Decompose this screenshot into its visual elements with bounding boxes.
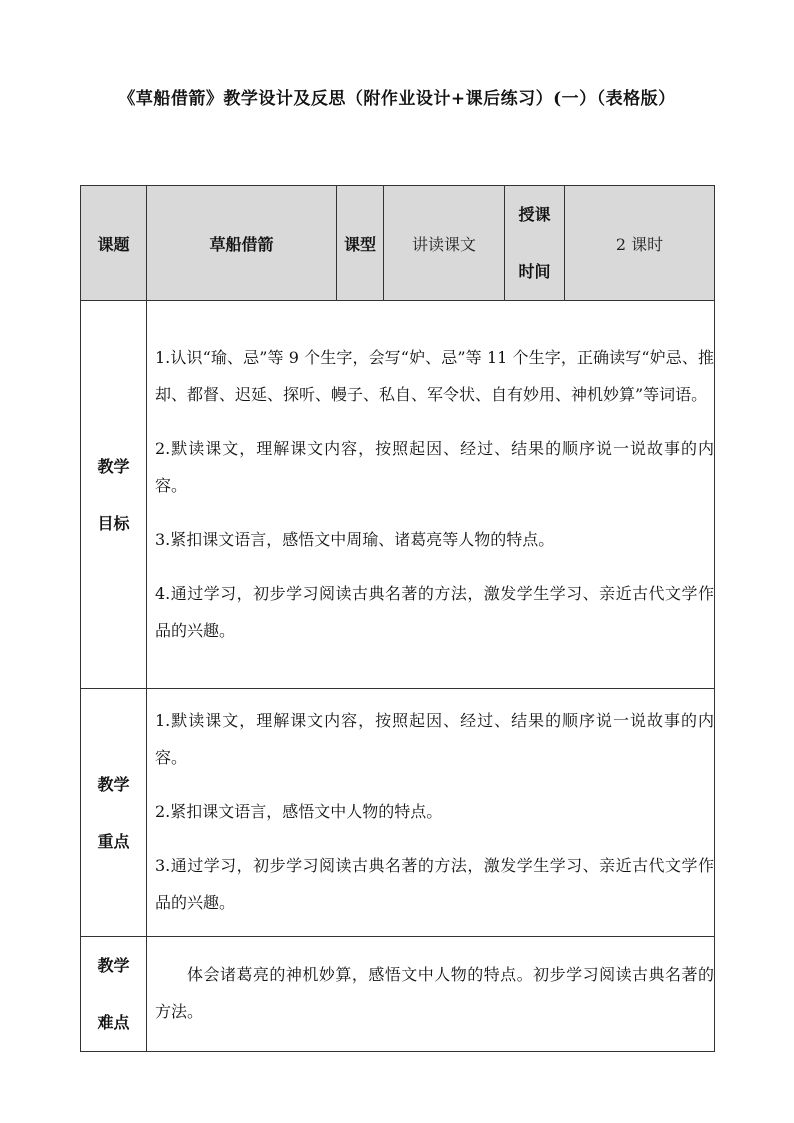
- type-value: 讲读课文: [384, 186, 505, 301]
- header-row: [81, 186, 715, 301]
- goals-row: [81, 301, 715, 689]
- key-point-item: 2.紧扣课文语言，感悟文中人物的特点。: [155, 802, 443, 821]
- difficulties-content: [147, 937, 715, 1052]
- goal-item: 4.通过学习，初步学习阅读古典名著的方法，激发学生学习、亲近古代文学作品的兴趣。: [155, 583, 714, 640]
- time-label: [505, 186, 565, 301]
- key-point-item: 1.默读课文，理解课文内容，按照起因、经过、结果的顺序说一说故事的内容。: [155, 711, 714, 767]
- goals-content: [147, 301, 715, 689]
- key-points-label: [81, 689, 147, 937]
- time-label-line-2: 时间: [518, 262, 551, 281]
- document-title: 《草船借箭》教学设计及反思（附作业设计+课后练习）(一）（表格版）: [118, 89, 676, 109]
- goals-label: [81, 301, 147, 689]
- key-points-label-line-1: 教学: [97, 774, 130, 794]
- goal-item: 1.认识“瑜、忌”等 9 个生字，会写“妒、忌”等 11 个生字，正确读写“妒忌、推却、都督、迟延、探听、幔子、私自、军令状、自有妙用、神机妙算”等词语。: [155, 347, 714, 404]
- difficulties-label-line-2: 难点: [97, 1013, 130, 1032]
- lesson-plan-table: [80, 185, 715, 1052]
- goal-item: 2.默读课文，理解课文内容，按照起因、经过、结果的顺序说一说故事的内容。: [155, 438, 714, 495]
- goals-label-line-1: 教学: [97, 456, 130, 476]
- topic-value: 草船借箭: [147, 186, 337, 301]
- difficulties-label: [81, 937, 147, 1052]
- time-label-line-1: 授课: [518, 205, 551, 224]
- difficulties-row: [81, 937, 715, 1052]
- type-label: 课型: [337, 186, 384, 301]
- key-points-label-line-2: 重点: [97, 831, 130, 851]
- difficulties-text: 体会诸葛亮的神机妙算，感悟文中人物的特点。初步学习阅读古典名著的方法。: [155, 965, 714, 1021]
- key-points-content: [147, 689, 715, 937]
- topic-label: 课题: [81, 186, 147, 301]
- key-point-item: 3.通过学习，初步学习阅读古典名著的方法，激发学生学习、亲近古代文学作品的兴趣。: [155, 856, 714, 912]
- goals-label-line-2: 目标: [97, 513, 130, 533]
- time-value: 2 课时: [565, 186, 715, 301]
- goal-item: 3.紧扣课文语言，感悟文中周瑜、诸葛亮等人物的特点。: [155, 529, 555, 549]
- key-points-row: [81, 689, 715, 937]
- difficulties-label-line-1: 教学: [97, 956, 130, 975]
